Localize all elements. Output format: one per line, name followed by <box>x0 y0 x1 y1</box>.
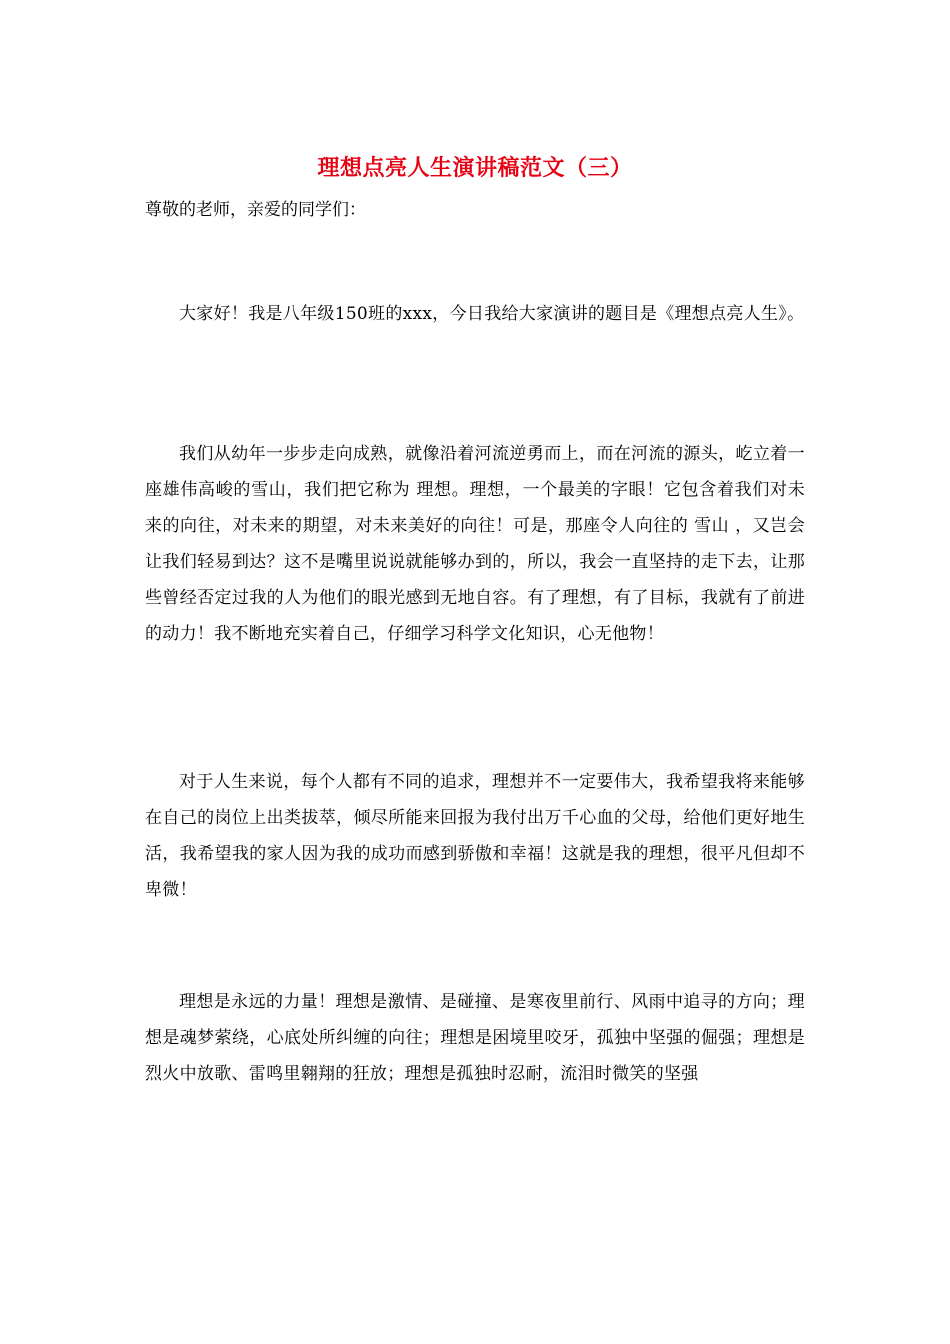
salutation: 尊敬的老师，亲爱的同学们： <box>145 200 366 220</box>
paragraph-3: 对于人生来说，每个人都有不同的追求，理想并不一定要伟大，我希望我将来能够在自己的岗位上出类拔萃，倾尽所能来回报为我付出万千心血的父母，给他们更好地生活，我希望我的家人因为我的成功而感到骄傲和幸福！这就是我的理想，很平凡但却不卑微！ <box>145 772 805 900</box>
paragraph-4: 理想是永远的力量！理想是激情、是碰撞、是寒夜里前行、风雨中追寻的方向；理想是魂梦萦绕，心底处所纠缠的向往；理想是困境里咬牙，孤独中坚强的倔强；理想是烈火中放歌、雷鸣里翱翔的狂放；理想是孤独时忍耐，流泪时微笑的坚强 <box>145 992 805 1084</box>
paragraph-1: 大家好！我是八年级150班的xxx，今日我给大家演讲的题目是《理想点亮人生》。 <box>179 304 805 324</box>
paragraph-2: 我们从幼年一步步走向成熟，就像沿着河流逆勇而上，而在河流的源头，屹立着一座雄伟高峻的雪山，我们把它称为 理想。理想，一个最美的字眼！它包含着我们对未来的向往，对未来的期望，对未来美好的向往！可是，那座令人向往的 雪山 ，又岂会让我们轻易到达？这不是嘴里说说就能够办到的，所以，我会一直坚持的走下去，让那些曾经否定过我的人为他们的眼光感到无地自容。有了理想，有了目标，我就有了前进的动力！我不断地充实着自己，仔细学习科学文化知识，心无他物！ <box>145 444 805 644</box>
document-title: 理想点亮人生演讲稿范文（三） <box>317 155 633 181</box>
